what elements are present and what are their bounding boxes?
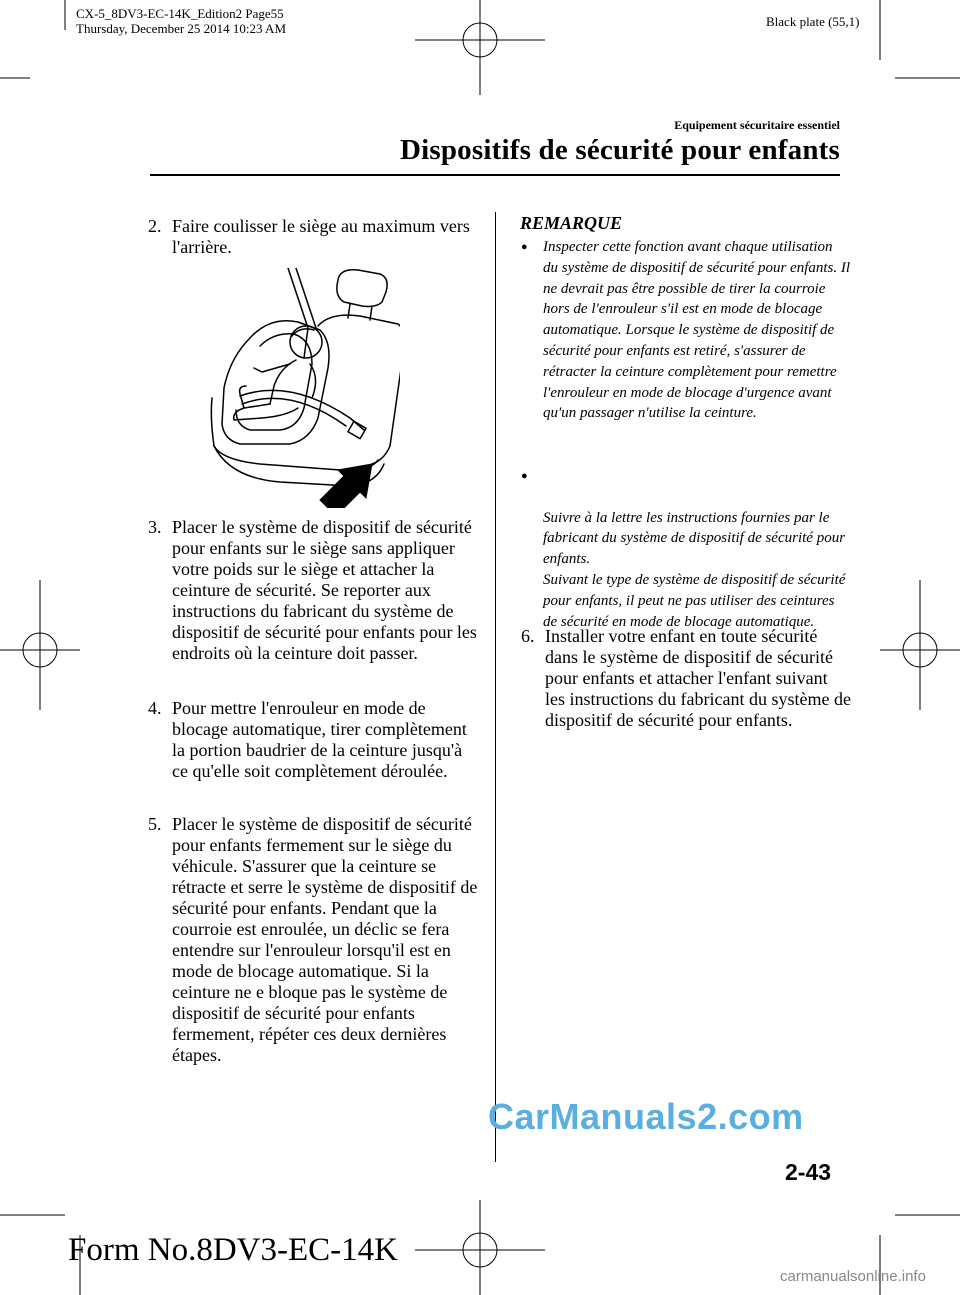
- step-number: 3.: [148, 517, 162, 537]
- step-text: Installer votre enfant en toute sécurité dans le système de dispositif de sécurité pour enfants et attacher l'enfant suivant les instructions du fabricant du système de dispositif de sécurité pour enfants.: [545, 626, 851, 730]
- step-text: Faire coulisser le siège au maximum vers l'arrière.: [172, 216, 470, 257]
- note-title: REMARQUE: [520, 213, 623, 233]
- step-text: Placer le système de dispositif de sécurité pour enfants sur le siège sans appliquer votre poids sur le siège et attacher la ceinture de sécurité. Se reporter aux instructions du fabricant du système de dispositif de sécurité pour enfants pour les endroits où la ceinture doit passer.: [172, 517, 477, 663]
- column-divider: [495, 212, 496, 1162]
- print-header-line1: CX-5_8DV3-EC-14K_Edition2 Page55: [76, 6, 284, 21]
- step-number: 5.: [148, 814, 162, 834]
- bullet-icon: ●: [521, 241, 528, 253]
- form-number: Form No.8DV3-EC-14K: [68, 1232, 398, 1268]
- step-5: [148, 814, 478, 1066]
- print-header: [76, 6, 286, 36]
- section-label: Equipement sécuritaire essentiel: [674, 118, 840, 132]
- step-text: Placer le système de dispositif de sécurité pour enfants fermement sur le siège du véhicule. S'assurer que la ceinture se rétracte et serre le système de dispositif de sécurité pour enfants. Pendant que la courroie est enroulée, un déclic se fera entendre sur l'enrouleur lorsqu'il est en mode de blocage automatique. Si la ceinture ne e bloque pas le système de dispositif de sécurité pour enfants fermement, répéter ces deux dernières étapes.: [172, 814, 478, 1065]
- watermark: CarManuals2.com: [488, 1096, 804, 1137]
- step-number: 6.: [521, 626, 535, 646]
- step-2: [148, 216, 478, 258]
- page-title: Dispositifs de sécurité pour enfants: [399, 134, 840, 166]
- step-number: 2.: [148, 216, 162, 236]
- site-watermark: carmanualsonline.info: [780, 1268, 926, 1285]
- push-arrow-icon: [320, 464, 372, 508]
- step-6: [521, 626, 851, 731]
- step-3: [148, 517, 478, 664]
- note-text: Inspecter cette fonction avant chaque utilisation du système de dispositif de sécurité pour enfants. Il ne devrait pas être possible de tirer la courroie hors de l'enrouleur s'il est en mode de blocage automatique. Lorsque le système de dispositif de sécurité pour enfants est retiré, s'assurer de rétracter la ceinture complètement pour remettre l'enrouleur en mode de blocage d'urgence avant qu'un passager n'utilise la ceinture.: [543, 239, 851, 422]
- bullet-icon: ●: [521, 470, 528, 482]
- step-4: [148, 698, 478, 782]
- child-seat-illustration: [200, 268, 400, 508]
- print-header-line2: Thursday, December 25 2014 10:23 AM: [76, 21, 287, 36]
- header-rule: [150, 174, 840, 176]
- step-text: Pour mettre l'enrouleur en mode de blocage automatique, tirer complètement la portion baudrier de la ceinture jusqu'à ce qu'elle soit complètement déroulée.: [172, 698, 467, 781]
- note-item-1: [521, 237, 851, 424]
- page-number: 2-43: [785, 1159, 832, 1185]
- note-text: Suivre à la lettre les instructions fournies par le fabricant du système de dispositif de sécurité pour enfants. Suivant le type de système de dispositif de sécurité pour enfants, il peut ne pas utiliser des ceintures de sécurité en mode de blocage automatique.: [543, 509, 846, 630]
- plate-label: Black plate (55,1): [766, 14, 860, 29]
- step-number: 4.: [148, 698, 162, 718]
